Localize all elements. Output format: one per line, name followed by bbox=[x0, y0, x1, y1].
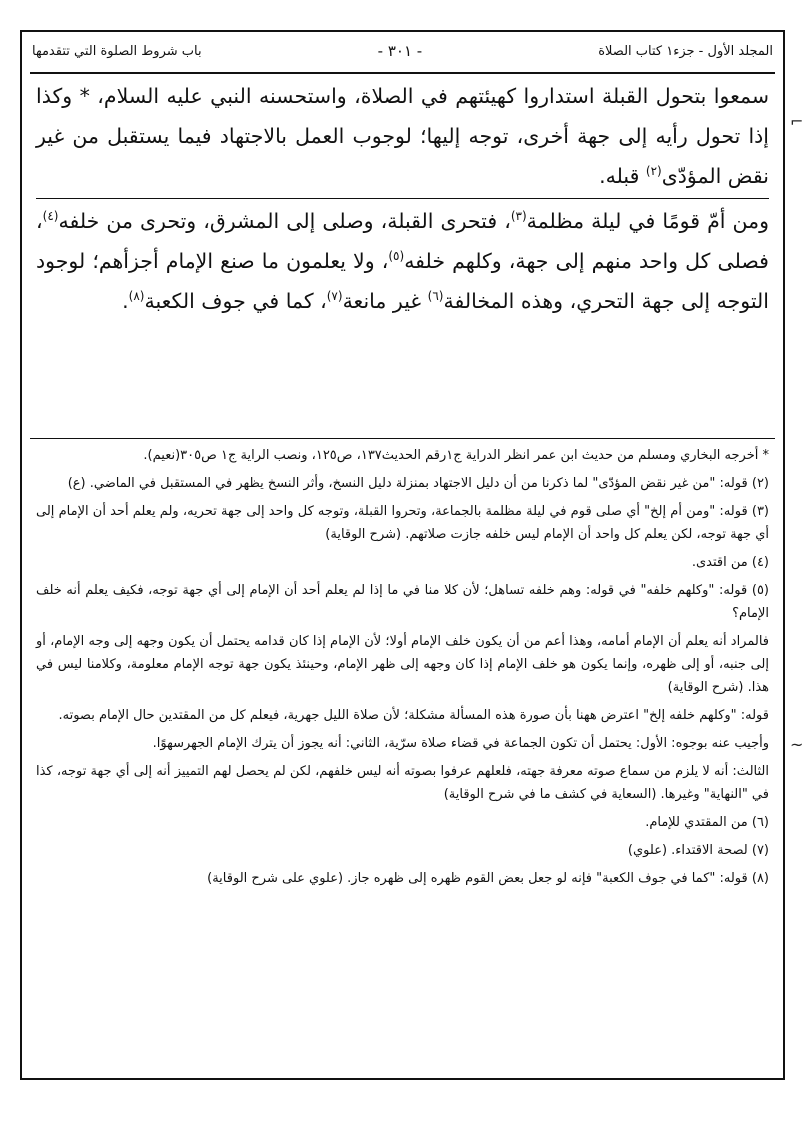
footnote-ref-3: (٣) bbox=[510, 209, 527, 224]
footnote: (٥) قوله: "وكلهم خلفه" في قوله: وهم خلفه تساهل؛ لأن كلا منا في ما إذا لم يعلم أحد أن الإمام إلى أي جهة توجه، فكيف يعلم أنه خلف الإمام؟ bbox=[36, 583, 769, 621]
main-text bbox=[36, 76, 769, 321]
para1-text: سمعوا بتحول القبلة استداروا كهيئتهم في الصلاة، واستحسنه النبي عليه السلام، * وكذا إذا تحول رأيه إلى جهة أخرى، توجه إليها؛ لوجوب العمل بالاجتهاد فيما يستقبل من غير نقض المؤدّى bbox=[36, 84, 769, 188]
section-divider bbox=[36, 198, 769, 199]
para2-part-c: ، فصلى كل واحد منهم إلى جهة، وكلهم خلفه bbox=[36, 209, 769, 273]
footnote-ref-2: (٢) bbox=[645, 164, 662, 179]
para2-part-d: ، ولا يعلمون ما صنع الإمام أجزأهم؛ لوجود التوجه إلى جهة التحري، وهذه المخالفة bbox=[36, 249, 769, 313]
footnotes bbox=[36, 444, 769, 895]
footnote: الثالث: أنه لا يلزم من سماع صوته معرفة جهته، فلعلهم عرفوا بصوته أنه ليس خلفهم، لكن لم يحصل لهم التمييز أنه إلى أي جهة توجه، كذا في "النهاية" وغيرها. (السعاية في كشف ما في شرح الوقاية) bbox=[36, 764, 769, 802]
footnote: (٢) قوله: "من غير نقض المؤدّى" لما ذكرنا من أن دليل الاجتهاد بمنزلة دليل النسخ، وأثر النسخ يظهر في المستقبل في الماضي. (ع) bbox=[67, 476, 769, 491]
footnote-ref-6: (٦) bbox=[427, 289, 444, 304]
para2-part-b: ، فتحرى القبلة، وصلى إلى المشرق، وتحرى من خلفه bbox=[58, 209, 511, 233]
para2-part-e: غير مانعة bbox=[342, 289, 428, 313]
para2-end: . bbox=[122, 289, 129, 313]
footnote-ref-7: (٧) bbox=[326, 289, 343, 304]
footnote: وأجيب عنه بوجوه: الأول: يحتمل أن تكون الجماعة في قضاء صلاة سرّية، الثاني: أنه يجوز أن يترك الإمام الجهرسهوًا. bbox=[152, 736, 769, 751]
page-number: - ٣٠١ - bbox=[377, 42, 423, 60]
main-paragraph-2 bbox=[36, 201, 769, 321]
footnote: (٨) قوله: "كما في جوف الكعبة" فإنه لو جعل بعض القوم ظهره إلى ظهره جاز. (علوي على شرح الوقاية) bbox=[207, 871, 769, 886]
running-header bbox=[32, 36, 773, 66]
para2-part-a: ومن أمّ قومًا في ليلة مظلمة bbox=[526, 209, 770, 233]
main-paragraph-1 bbox=[36, 76, 769, 196]
footnote: (٧) لصحة الاقتداء. (علوي) bbox=[627, 843, 769, 858]
header-rule bbox=[30, 72, 775, 74]
margin-mark-icon: ⌐ bbox=[790, 112, 804, 131]
margin-mark-icon: ~ bbox=[790, 735, 804, 754]
footnote-ref-8: (٨) bbox=[128, 289, 145, 304]
page-frame bbox=[20, 30, 785, 1080]
para1-end: قبله. bbox=[599, 164, 646, 188]
footnote: فالمراد أنه يعلم أن الإمام أمامه، وهذا أعم من أن يكون خلف الإمام أولا؛ لأن الإمام إذا كان قدامه يحتمل أن يكون وجهه إلى وجه الإمام، أو إلى جنبه، أو إلى ظهره، وإنما يكون هو خلف الإمام إذا كان وجهه إلى ظهر الإمام، وحينئذ يكون جهة توجه الإمام معلومة، وكلامنا ليس في هذا. (شرح الوقاية) bbox=[36, 634, 769, 695]
header-volume: المجلد الأول - جزء١ كتاب الصلاة bbox=[598, 43, 773, 59]
footnote: (٦) من المقتدي للإمام. bbox=[645, 815, 769, 830]
footnote: (٤) من اقتدى. bbox=[691, 555, 769, 570]
footnote: قوله: "وكلهم خلفه إلخ" اعترض ههنا بأن صورة هذه المسألة مشكلة؛ لأن صلاة الليل جهرية، فيعلم كل من المقتدين حال الإمام بصوته. bbox=[58, 708, 769, 723]
footnote: (٣) قوله: "ومن أم إلخ" أي صلى قوم في ليلة مظلمة بالجماعة، وتحروا القبلة، وتوجه كل واحد إلى جهة تحريه، ولم يعلم أحد أن الإمام إلى أي جهة توجه، لكن يعلم كل واحد أن الإمام ليس خلفه جازت صلاتهم. (شرح الوقاية) bbox=[36, 504, 769, 542]
footnote-ref-5: (٥) bbox=[388, 249, 405, 264]
footnote-ref-4: (٤) bbox=[42, 209, 59, 224]
header-chapter: باب شروط الصلوة التي تتقدمها bbox=[32, 43, 202, 59]
para2-part-f: ، كما في جوف الكعبة bbox=[144, 289, 327, 313]
footnote-rule bbox=[30, 438, 775, 439]
footnote: * أخرجه البخاري ومسلم من حديث ابن عمر انظر الدراية ج١رقم الحديث١٣٧، ص١٢٥، ونصب الراية ج١ ص٣٠٥(نعيم). bbox=[143, 448, 769, 463]
